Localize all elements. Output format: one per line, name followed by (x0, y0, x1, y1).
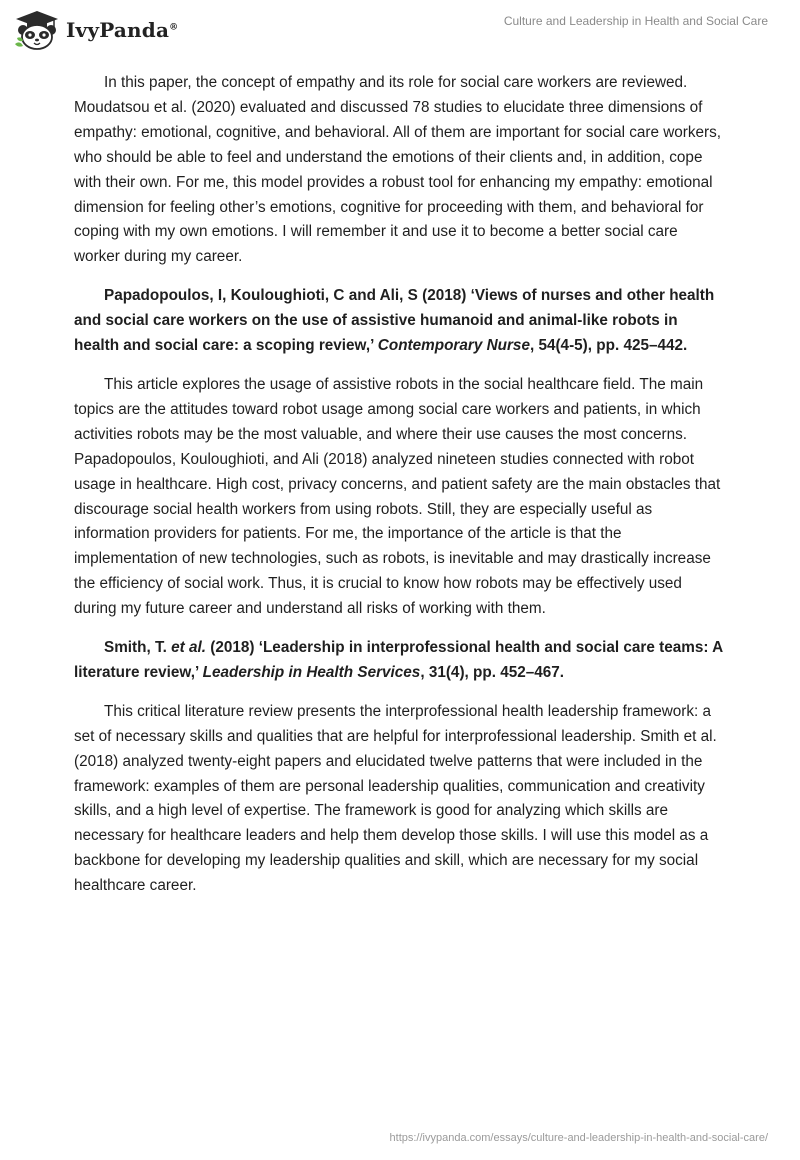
document-title: Culture and Leadership in Health and Social Care (503, 14, 768, 28)
brand-name: IvyPanda® (66, 18, 179, 42)
logo[interactable] (14, 10, 178, 50)
source-url[interactable]: https://ivypanda.com/essays/culture-and-leadership-in-health-and-social-care/ (389, 1132, 768, 1144)
reference-entry: Papadopoulos, I, Kouloughioti, C and Ali, S (2018) ‘Views of nurses and other health and social care workers on the use of assistive humanoid and animal-like robots in health and social care: a scoping review,’ Contemporary Nurse, 54(4-5), pp. 425–442. (74, 287, 715, 355)
reference-entry: Smith, T. et al. (2018) ‘Leadership in interprofessional health and social care teams: A literature review,’ Leadership in Health Services, 31(4), pp. 452–467. (74, 639, 723, 681)
document-body (74, 71, 726, 913)
panda-logo-icon (14, 10, 60, 50)
page-header (0, 0, 800, 60)
annotation-paragraph: This critical literature review presents the interprofessional health leadership framework: a set of necessary skills and qualities that are helpful for interprofessional leadership. Smith et al. (2018) analyzed twenty-eight papers and elucidated twelve patterns that were included in the framework: examples of them are personal leadership qualities, communication and creativity skills, and a high level of expertise. The framework is good for analyzing which skills are necessary for healthcare leaders and help them develop those skills. I will use this model as a backbone for developing my leadership qualities and skill, which are necessary for my social healthcare career. (74, 702, 717, 895)
annotation-paragraph: In this paper, the concept of empathy and its role for social care workers are reviewed. Moudatsou et al. (2020) evaluated and discussed 78 studies to elucidate three dimensions of empathy: emotional, cognitive, and behavioral. All of them are important for social care workers, who should be able to feel and understand the emotions of their clients and, in addition, cope with their own. For me, this model provides a robust tool for enhancing my empathy: emotional dimension for feeling other’s emotions, cognitive for proceeding with them, and behavioral for coping with my own emotions. I will remember it and use it to become a better social care worker during my career. (74, 74, 722, 266)
annotation-paragraph: This article explores the usage of assistive robots in the social healthcare field. The main topics are the attitudes toward robot usage among social care workers and patients, in which activities robots may be the most valuable, and where their use causes the most concerns. Papadopoulos, Kouloughioti, and Ali (2018) analyzed nineteen studies connected with robot usage in healthcare. High cost, privacy concerns, and patient safety are the main obstacles that discourage social health workers from using robots. Still, they are especially useful as information providers for patients. For me, the importance of the article is that the implementation of new technologies, such as robots, is inevitable and may drastically increase the efficiency of social work. Thus, it is crucial to know how robots may be effectively used during my future career and understand all risks of working with them. (74, 375, 721, 618)
